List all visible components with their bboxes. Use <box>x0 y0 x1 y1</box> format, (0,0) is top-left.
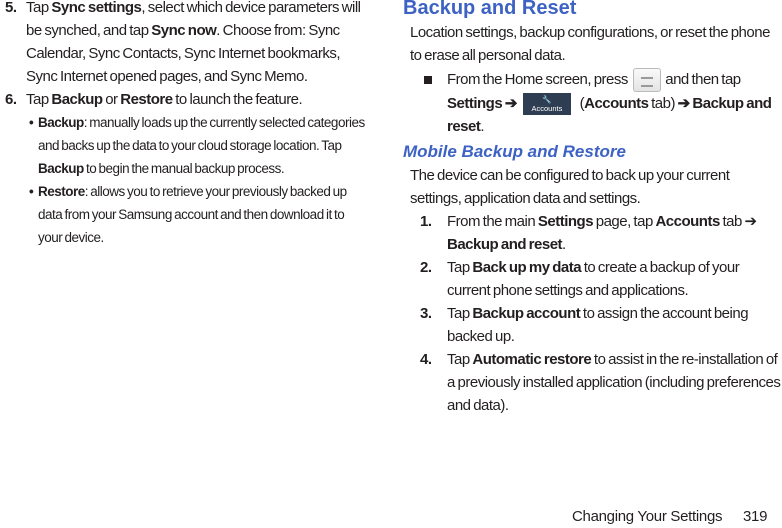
step-5 <box>5 0 368 88</box>
footer-section-title: Changing Your Settings <box>572 508 723 525</box>
bold-term: Backup <box>38 161 84 176</box>
bold-term: Settings <box>447 95 503 113</box>
step-number: 6. <box>5 91 17 108</box>
text: . Choose from: Sync Calendar, Sync Contacts, Sync Internet bookmarks, Sync Internet opened pages, and Sync Memo. <box>26 22 340 85</box>
text: From the main <box>447 213 538 231</box>
bold-term: Backup <box>51 91 103 108</box>
subsection-heading: Mobile Backup and Restore <box>403 142 626 162</box>
text: to assign the account being backed up. <box>447 305 749 346</box>
text: to launch the feature. <box>172 91 303 108</box>
text: or <box>102 91 121 108</box>
step-number: 3. <box>420 305 432 323</box>
text: to create a backup of your current phone settings and applications. <box>447 259 740 300</box>
bold-term: Automatic restore <box>472 351 592 369</box>
bold-term: Sync settings <box>51 0 142 16</box>
bullet-restore <box>29 180 368 249</box>
step-number: 5. <box>5 0 17 16</box>
step-4 <box>420 348 781 417</box>
intro-paragraph: Location settings, backup configurations, or reset the phone to erase all personal data. <box>410 24 770 64</box>
text: and then tap <box>662 71 741 88</box>
bold-term: Accounts <box>655 213 720 231</box>
section-heading: Backup and Reset <box>403 0 577 19</box>
text: tab ➔ <box>719 213 757 231</box>
arrow-icon: ➔ <box>677 95 690 113</box>
bold-term: Backup <box>38 115 84 130</box>
text: . <box>562 236 566 254</box>
bold-term: Backup and reset <box>447 236 563 254</box>
accounts-tab-icon: 🔧 Accounts <box>523 93 571 115</box>
sub-intro-paragraph: The device can be configured to back up your current settings, application data and settings. <box>410 167 730 208</box>
bold-term: Sync now <box>151 22 217 39</box>
step-6 <box>5 88 368 111</box>
bold-term: Back up my data <box>472 259 582 277</box>
text: to assist in the re-installation of a previously installed application (including preferences and data). <box>447 351 781 415</box>
navigation-instruction <box>447 68 781 138</box>
square-bullet-icon <box>424 76 432 84</box>
text: : allows you to retrieve your previously backed up data from your Samsung account and then download it to your device. <box>38 184 347 245</box>
text: Tap <box>447 305 473 323</box>
text: From the Home screen, press <box>447 71 631 88</box>
bold-term: Restore <box>120 91 173 108</box>
text: ( <box>576 95 585 113</box>
text: Tap <box>26 0 52 16</box>
arrow-icon: ➔ <box>504 95 517 113</box>
bullet-mark: • <box>29 115 34 130</box>
step-1 <box>420 210 781 256</box>
bold-term: Settings <box>537 213 594 231</box>
right-column <box>403 0 781 417</box>
left-column <box>5 0 368 249</box>
bold-term: Backup and reset <box>447 95 772 136</box>
bullet-mark: • <box>29 184 34 199</box>
step-number: 1. <box>420 213 432 231</box>
step-2 <box>420 256 781 302</box>
bold-term: Restore <box>38 184 85 199</box>
text: to begin the manual backup process. <box>83 161 285 176</box>
text: : manually loads up the currently selected categories and backs up the data to your cloud storage location. Tap <box>38 115 365 153</box>
text: tab) <box>648 95 678 113</box>
text: , select which device parameters will be synched, and tap <box>26 0 361 39</box>
text: Tap <box>447 351 473 369</box>
text: page, tap <box>593 213 656 231</box>
bullet-backup <box>29 111 368 180</box>
step-number: 4. <box>420 351 432 369</box>
step-3 <box>420 302 781 348</box>
bold-term: Accounts <box>584 95 649 113</box>
text: . <box>480 118 485 136</box>
page-number: 319 <box>743 508 768 525</box>
text: Tap <box>447 259 473 277</box>
icon-label: Accounts <box>531 104 563 114</box>
step-number: 2. <box>420 259 432 277</box>
text: Tap <box>26 91 52 108</box>
bold-term: Backup account <box>472 305 581 323</box>
menu-key-icon <box>633 68 661 92</box>
